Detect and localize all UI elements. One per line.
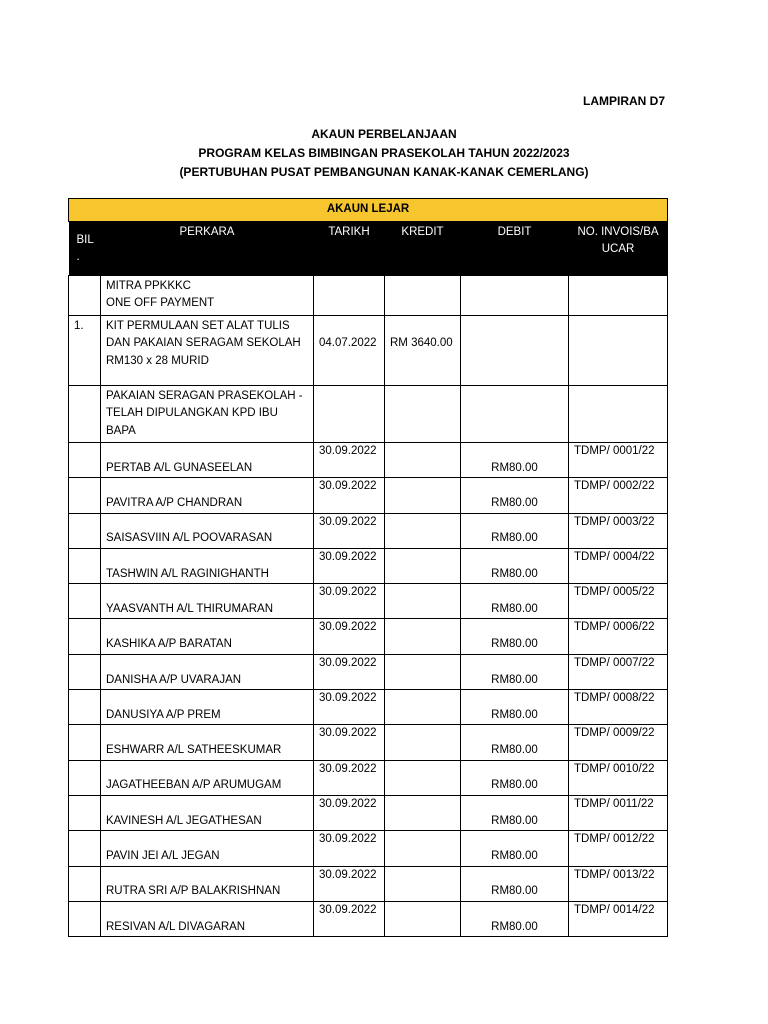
payment-kredit bbox=[385, 760, 461, 795]
payment-debit: RM80.00 bbox=[461, 795, 569, 830]
col-header-tarikh: TARIKH bbox=[314, 221, 385, 275]
payment-name: PAVITRA A/P CHANDRAN bbox=[101, 478, 314, 513]
payment-invoice: TDMP/ 0008/22 bbox=[569, 690, 668, 725]
col-header-invois: NO. INVOIS/BAUCAR bbox=[569, 221, 668, 275]
payment-invoice: TDMP/ 0013/22 bbox=[569, 866, 668, 901]
payment-debit: RM80.00 bbox=[461, 548, 569, 583]
payment-invoice: TDMP/ 0014/22 bbox=[569, 901, 668, 936]
payment-invoice: TDMP/ 0003/22 bbox=[569, 513, 668, 548]
payment-debit: RM80.00 bbox=[461, 866, 569, 901]
ledger-banner-row bbox=[69, 199, 668, 222]
payment-bil bbox=[69, 478, 101, 513]
payment-kredit bbox=[385, 831, 461, 866]
document-titles bbox=[0, 125, 768, 182]
payment-kredit bbox=[385, 548, 461, 583]
payment-name: PERTAB A/L GUNASEELAN bbox=[101, 443, 314, 478]
payment-date: 30.09.2022 bbox=[314, 478, 385, 513]
payment-bil bbox=[69, 654, 101, 689]
payment-invoice: TDMP/ 0010/22 bbox=[569, 760, 668, 795]
col-header-kredit: KREDIT bbox=[385, 221, 461, 275]
col-header-debit: DEBIT bbox=[461, 221, 569, 275]
table-row bbox=[69, 478, 668, 513]
payment-name: ESHWARR A/L SATHEESKUMAR bbox=[101, 725, 314, 760]
col-header-bil: BIL . bbox=[69, 222, 101, 275]
payment-invoice: TDMP/ 0012/22 bbox=[569, 831, 668, 866]
payment-date: 30.09.2022 bbox=[314, 831, 385, 866]
kit-kredit: RM 3640.00 bbox=[385, 315, 461, 385]
payment-invoice: TDMP/ 0009/22 bbox=[569, 725, 668, 760]
payment-name: KAVINESH A/L JEGATHESAN bbox=[101, 795, 314, 830]
table-row-kit bbox=[69, 315, 668, 385]
payment-invoice: TDMP/ 0006/22 bbox=[569, 619, 668, 654]
payment-name: DANUSIYA A/P PREM bbox=[101, 690, 314, 725]
payment-date: 30.09.2022 bbox=[314, 690, 385, 725]
payment-invoice: TDMP/ 0007/22 bbox=[569, 654, 668, 689]
table-row bbox=[69, 725, 668, 760]
payment-kredit bbox=[385, 478, 461, 513]
payment-date: 30.09.2022 bbox=[314, 725, 385, 760]
payment-bil bbox=[69, 831, 101, 866]
table-row bbox=[69, 654, 668, 689]
title-line-1: AKAUN PERBELANJAAN bbox=[311, 127, 457, 141]
payment-date: 30.09.2022 bbox=[314, 619, 385, 654]
payment-invoice: TDMP/ 0002/22 bbox=[569, 478, 668, 513]
payment-kredit bbox=[385, 513, 461, 548]
kit-bil: 1. bbox=[69, 315, 101, 385]
payment-date: 30.09.2022 bbox=[314, 548, 385, 583]
payment-name: YAASVANTH A/L THIRUMARAN bbox=[101, 584, 314, 619]
payment-name: SAISASVIIN A/L POOVARASAN bbox=[101, 513, 314, 548]
kit-perkara: KIT PERMULAAN SET ALAT TULIS DAN PAKAIAN SERAGAM SEKOLAH RM130 x 28 MURID bbox=[101, 315, 314, 385]
payment-invoice: TDMP/ 0001/22 bbox=[569, 443, 668, 478]
payment-date: 30.09.2022 bbox=[314, 760, 385, 795]
payment-debit: RM80.00 bbox=[461, 725, 569, 760]
payment-date: 30.09.2022 bbox=[314, 513, 385, 548]
seragam-note: PAKAIAN SERAGAN PRASEKOLAH -TELAH DIPULANGKAN KPD IBU BAPA bbox=[101, 385, 314, 443]
payment-debit: RM80.00 bbox=[461, 760, 569, 795]
payment-kredit bbox=[385, 654, 461, 689]
payment-kredit bbox=[385, 443, 461, 478]
payment-kredit bbox=[385, 901, 461, 936]
payment-date: 30.09.2022 bbox=[314, 795, 385, 830]
title-line-2: PROGRAM KELAS BIMBINGAN PRASEKOLAH TAHUN 2022/2023 bbox=[198, 146, 570, 160]
payment-bil bbox=[69, 901, 101, 936]
table-row bbox=[69, 443, 668, 478]
payment-debit: RM80.00 bbox=[461, 690, 569, 725]
payment-kredit bbox=[385, 866, 461, 901]
table-row bbox=[69, 584, 668, 619]
payment-name: RUTRA SRI A/P BALAKRISHNAN bbox=[101, 866, 314, 901]
payment-bil bbox=[69, 513, 101, 548]
title-line-3: (PERTUBUHAN PUSAT PEMBANGUNAN KANAK-KANAK CEMERLANG) bbox=[179, 165, 589, 179]
payment-name: TASHWIN A/L RAGINIGHANTH bbox=[101, 548, 314, 583]
table-row-seragam-note bbox=[69, 385, 668, 443]
payment-kredit bbox=[385, 584, 461, 619]
ledger-banner: AKAUN LEJAR bbox=[69, 199, 668, 222]
payment-debit: RM80.00 bbox=[461, 584, 569, 619]
payment-invoice: TDMP/ 0005/22 bbox=[569, 584, 668, 619]
payment-kredit bbox=[385, 795, 461, 830]
appendix-label: LAMPIRAN D7 bbox=[583, 94, 666, 108]
payment-name: RESIVAN A/L DIVAGARAN bbox=[101, 901, 314, 936]
payment-bil bbox=[69, 795, 101, 830]
table-row bbox=[69, 619, 668, 654]
payment-debit: RM80.00 bbox=[461, 478, 569, 513]
payment-invoice: TDMP/ 0011/22 bbox=[569, 795, 668, 830]
table-row bbox=[69, 901, 668, 936]
payment-name: JAGATHEEBAN A/P ARUMUGAM bbox=[101, 760, 314, 795]
ledger-table bbox=[68, 198, 668, 937]
payment-bil bbox=[69, 443, 101, 478]
payment-kredit bbox=[385, 690, 461, 725]
payment-name: KASHIKA A/P BARATAN bbox=[101, 619, 314, 654]
payment-name: DANISHA A/P UVARAJAN bbox=[101, 654, 314, 689]
table-row bbox=[69, 866, 668, 901]
payment-kredit bbox=[385, 619, 461, 654]
payment-bil bbox=[69, 760, 101, 795]
col-header-perkara: PERKARA bbox=[101, 221, 314, 275]
payment-invoice: TDMP/ 0004/22 bbox=[569, 548, 668, 583]
payment-date: 30.09.2022 bbox=[314, 866, 385, 901]
table-row bbox=[69, 513, 668, 548]
column-header-row bbox=[69, 221, 668, 275]
table-row bbox=[69, 795, 668, 830]
table-row-mitra bbox=[69, 275, 668, 315]
payment-date: 30.09.2022 bbox=[314, 443, 385, 478]
payment-bil bbox=[69, 690, 101, 725]
payment-bil bbox=[69, 866, 101, 901]
payment-kredit bbox=[385, 725, 461, 760]
payment-bil bbox=[69, 548, 101, 583]
payment-debit: RM80.00 bbox=[461, 513, 569, 548]
kit-tarikh: 04.07.2022 bbox=[314, 315, 385, 385]
payment-debit: RM80.00 bbox=[461, 619, 569, 654]
payment-debit: RM80.00 bbox=[461, 831, 569, 866]
mitra-cell: MITRA PPKKKC ONE OFF PAYMENT bbox=[101, 275, 314, 315]
payment-bil bbox=[69, 584, 101, 619]
table-row bbox=[69, 760, 668, 795]
payment-name: PAVIN JEI A/L JEGAN bbox=[101, 831, 314, 866]
table-row bbox=[69, 548, 668, 583]
payment-debit: RM80.00 bbox=[461, 654, 569, 689]
payment-date: 30.09.2022 bbox=[314, 654, 385, 689]
table-row bbox=[69, 831, 668, 866]
payment-debit: RM80.00 bbox=[461, 443, 569, 478]
table-row bbox=[69, 690, 668, 725]
payment-date: 30.09.2022 bbox=[314, 901, 385, 936]
payment-debit: RM80.00 bbox=[461, 901, 569, 936]
payment-date: 30.09.2022 bbox=[314, 584, 385, 619]
payment-bil bbox=[69, 725, 101, 760]
payment-bil bbox=[69, 619, 101, 654]
